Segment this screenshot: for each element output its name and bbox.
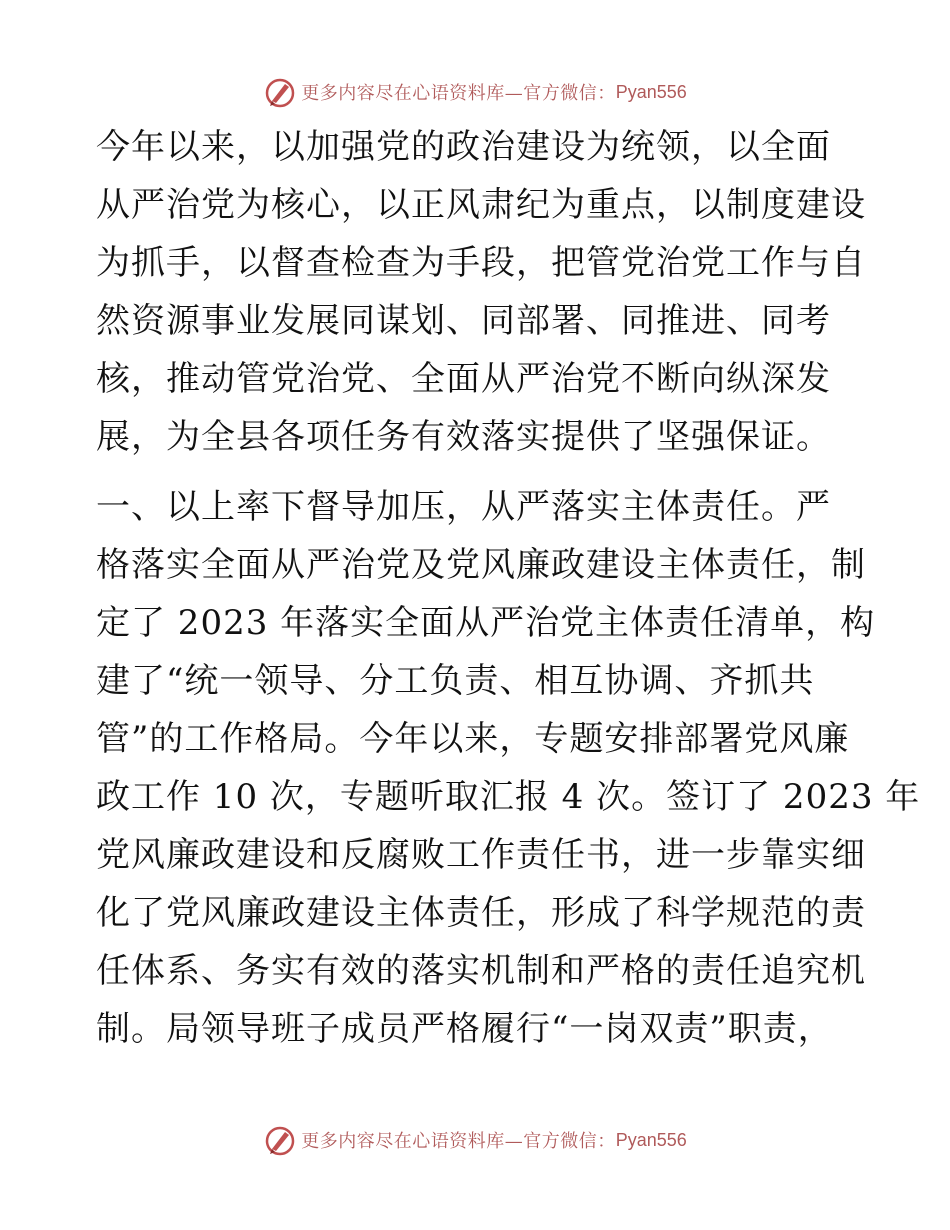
text-line: 建了“统一领导、分工负责、相互协调、齐抓共 [96, 661, 815, 701]
watermark-id: Pyan556 [615, 81, 687, 102]
text-line: 制。局领导班子成员严格履行“一岗双责”职责， [96, 1009, 833, 1049]
text-line: 展，为全县各项任务有效落实提供了坚强保证。 [96, 417, 831, 457]
document-body [96, 118, 921, 1058]
watermark-text: 更多内容尽在心语资料库—官方微信： [301, 83, 616, 104]
text-line: 管”的工作格局。今年以来，专题安排部署党风廉 [96, 719, 850, 759]
text-line: 化了党风廉政建设主体责任，形成了科学规范的责 [96, 893, 866, 933]
text-line: 定了 2023 年落实全面从严治党主体责任清单，构 [96, 603, 876, 643]
text-line: 格落实全面从严治党及党风廉政建设主体责任，制 [96, 545, 866, 585]
watermark-text: 更多内容尽在心语资料库—官方微信： [301, 1131, 616, 1152]
watermark-footer [0, 1120, 950, 1160]
text-line: 核，推动管党治党、全面从严治党不断向纵深发 [96, 359, 831, 399]
text-line: 今年以来，以加强党的政治建设为统领，以全面 [96, 127, 831, 167]
pen-circle-logo-icon [263, 1123, 297, 1157]
text-line: 为抓手，以督查检查为手段，把管党治党工作与自 [96, 243, 866, 283]
text-line: 任体系、务实有效的落实机制和严格的责任追究机 [96, 951, 866, 991]
watermark-id: Pyan556 [615, 1129, 687, 1150]
text-line: 从严治党为核心，以正风肃纪为重点，以制度建设 [96, 185, 866, 225]
paragraph-section-one [96, 478, 921, 1058]
text-line: 然资源事业发展同谋划、同部署、同推进、同考 [96, 301, 831, 341]
watermark-header [0, 72, 950, 112]
paragraph-intro [96, 118, 866, 466]
text-line: 党风廉政建设和反腐败工作责任书，进一步靠实细 [96, 835, 866, 875]
text-line: 政工作 10 次，专题听取汇报 4 次。签订了 2023 年 [96, 777, 921, 817]
pen-circle-logo-icon [263, 75, 297, 109]
text-line: 一、以上率下督导加压，从严落实主体责任。严 [96, 487, 831, 527]
